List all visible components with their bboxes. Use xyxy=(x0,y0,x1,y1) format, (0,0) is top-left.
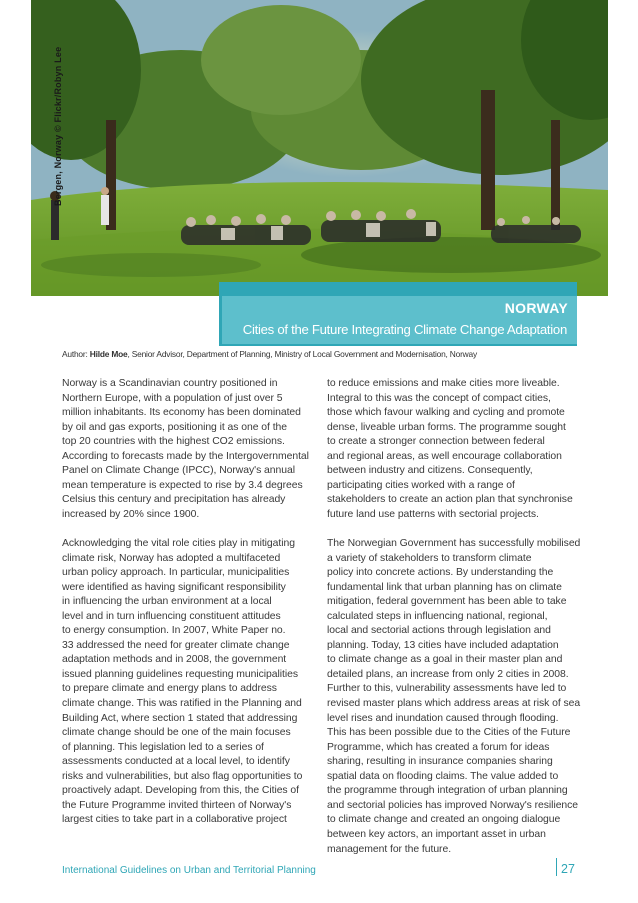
text-line: issued planning guidelines requesting municipalities xyxy=(62,668,298,680)
text-line: to climate change and created an ongoing dialogue xyxy=(327,814,561,826)
left-column xyxy=(62,377,322,828)
text-line: level and in turn influencing constituent attitudes xyxy=(62,610,281,622)
text-line: climate change. This was ratified in the Planning and xyxy=(62,698,302,710)
text-line: a variety of stakeholders to transform climate xyxy=(327,552,532,564)
text-line: and regional areas, as well encourage collaboration xyxy=(327,450,562,462)
left-paragraph-1 xyxy=(62,377,322,522)
publication-title: International Guidelines on Urban and Territorial Planning xyxy=(62,865,316,876)
text-line: Panel on Climate Change (IPCC), Norway's annual xyxy=(62,465,295,477)
text-line: and sectorial policies has improved Norway's resilience xyxy=(327,799,579,811)
country-heading: NORWAY xyxy=(504,300,568,316)
text-line: between industry and citizens. Consequently, xyxy=(327,465,533,477)
text-line: Norway is a Scandinavian country positioned in xyxy=(62,378,278,389)
text-line: by oil and gas exports, positioning it as one of the xyxy=(62,421,287,433)
author-affiliation: , Senior Advisor, Department of Planning, Ministry of Local Government and Modernisation, Norway xyxy=(127,349,477,359)
text-line: spatial data on flooding claims. The value added to xyxy=(327,770,559,782)
text-line: 33 addressed the need for greater climate change xyxy=(62,639,290,651)
text-line: largest cities to take part in a collaborative project xyxy=(62,814,287,826)
text-line: mean temperature is expected to rise by 3.4 degrees xyxy=(62,479,303,491)
text-line: stakeholders to create an action plan that synchronise xyxy=(327,494,573,506)
text-line: mitigation, federal government has been able to take xyxy=(327,596,567,608)
text-line: climate change should be one of the main focuses xyxy=(62,727,291,739)
text-line: Celsius this century and precipitation has already xyxy=(62,494,286,506)
text-line: The Norwegian Government has successfully mobilised xyxy=(327,538,581,550)
text-line: detailed plans, an increase from only 2 cities in 2008. xyxy=(327,668,569,680)
text-line: future land use patterns with sectorial projects. xyxy=(327,508,539,520)
text-line: Acknowledging the vital role cities play in mitigating xyxy=(62,538,295,550)
text-line: of planning. This legislation led to a series of xyxy=(62,741,264,753)
text-line: the Future Programme invited thirteen of Norway's xyxy=(62,799,292,811)
text-line: increased by 20% since 1900. xyxy=(62,508,200,520)
photo-credit: Bergen, Norway © Flickr/Robyn Lee xyxy=(53,46,63,206)
text-line: revised master plans which address areas at risk of sea xyxy=(327,698,581,710)
text-line: assessments conducted at a local level, to identify xyxy=(62,756,290,768)
text-line: urban policy approach. In particular, municipalities xyxy=(62,567,290,579)
text-line: Northern Europe, with a population of just over 5 xyxy=(62,392,283,404)
text-line: planning. Today, 13 cities have included adaptation xyxy=(327,639,559,651)
park-photo xyxy=(31,0,608,296)
text-line: million inhabitants. Its economy has been dominated xyxy=(62,407,301,419)
text-line: According to forecasts made by the Intergovernmental xyxy=(62,450,309,462)
text-line: calculated steps in influencing national, regional, xyxy=(327,610,548,622)
text-line: proactively adapt. Developing from this, the Cities of xyxy=(62,785,299,797)
text-line: level rises and inundation caused through flooding. xyxy=(327,712,559,724)
text-line: adaptation methods and in 2008, the government xyxy=(62,654,287,666)
text-line: Building Act, where section 1 stated that addressing xyxy=(62,712,298,724)
text-line: to energy consumption. In 2007, White Paper no. xyxy=(62,625,286,637)
text-line: fundamental link that urban planning has on climate xyxy=(327,581,562,593)
text-line: risks and vulnerabilities, but also flag opportunities to xyxy=(62,770,303,782)
left-paragraph-2 xyxy=(62,537,322,828)
text-line: Further to this, vulnerability assessments have led to xyxy=(327,683,567,695)
text-line: sharing, resulting in insurance companies sharing xyxy=(327,756,553,768)
author-name: Hilde Moe xyxy=(89,349,128,359)
text-line: management for the future. xyxy=(327,843,452,855)
right-paragraph-2 xyxy=(327,537,581,857)
footer-divider xyxy=(556,858,557,876)
text-line: to create a stronger connection between federal xyxy=(327,436,545,448)
right-column xyxy=(327,377,581,857)
text-line: the programme through integration of urban planning xyxy=(327,785,568,797)
text-line: top 20 countries with the highest CO2 emissions. xyxy=(62,436,285,448)
text-line: climate risk, Norway has adopted a multifaceted xyxy=(62,552,281,564)
author-line xyxy=(62,349,477,359)
text-line: participating cities worked with a range of xyxy=(327,479,515,491)
text-line: between key actors, an important asset in urban xyxy=(327,828,546,840)
park-scene-illustration xyxy=(31,0,608,296)
text-line: policy into concrete actions. By understanding the xyxy=(327,567,554,579)
author-prefix: Author: xyxy=(62,349,90,359)
text-line: dense, liveable urban forms. The programme sought xyxy=(327,421,566,433)
text-line: those which favour walking and cycling and promote xyxy=(327,407,565,419)
text-line: were identified as having significant responsibility xyxy=(62,581,286,593)
text-line: to prepare climate and energy plans to address xyxy=(62,683,277,695)
page-number: 27 xyxy=(561,862,575,876)
article-title: Cities of the Future Integrating Climate Change Adaptation xyxy=(242,322,567,337)
right-paragraph-1 xyxy=(327,377,577,522)
text-line: This has been possible due to the Cities of the Future xyxy=(327,727,571,739)
text-line: Programme, which has created a forum for ideas xyxy=(327,741,550,753)
text-line: in influencing the urban environment at a local xyxy=(62,596,272,608)
text-line: Integral to this was the concept of compact cities, xyxy=(327,392,551,404)
text-line: to reduce emissions and make cities more liveable. xyxy=(327,378,560,389)
text-line: to climate change as a goal in their master plan and xyxy=(327,654,563,666)
text-line: local and sectorial actions through legislation and xyxy=(327,625,551,637)
